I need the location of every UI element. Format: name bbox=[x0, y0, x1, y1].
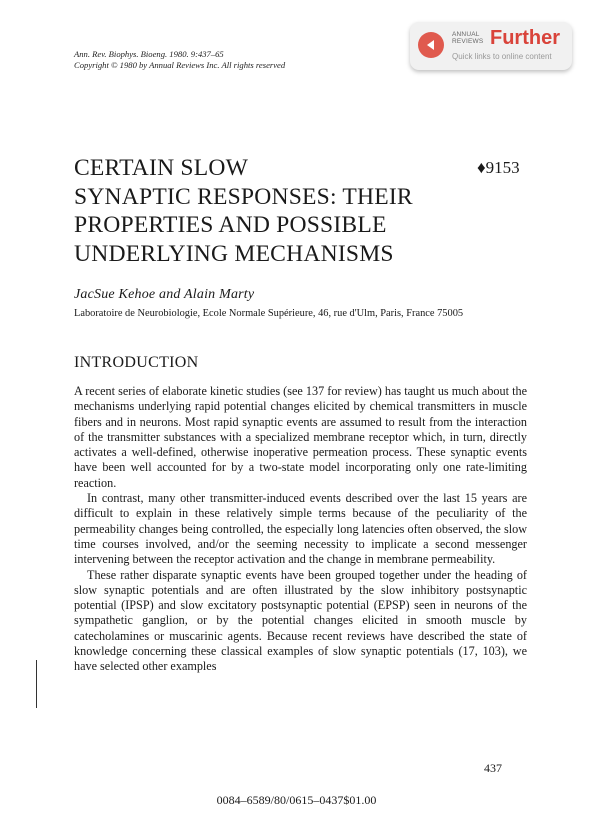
section-body bbox=[74, 384, 527, 675]
title-line: PROPERTIES AND POSSIBLE bbox=[74, 212, 387, 238]
citation-line: Ann. Rev. Biophys. Bioeng. 1980. 9:437–65 bbox=[74, 49, 224, 59]
badge-further-label: Further bbox=[490, 27, 560, 49]
article-code: ♦9153 bbox=[477, 158, 520, 177]
article-authors: JacSue Kehoe and Alain Marty bbox=[74, 287, 255, 302]
article-title bbox=[74, 154, 444, 268]
paragraph: These rather disparate synaptic events have been grouped together under the heading of slow synaptic potentials and are often illustrated by the slow inhibitory postsynaptic potential (IPSP) and slow excitatory postsynaptic potential (EPSP) seen in neurons of the sympathetic ganglion, or by the potential changes elicited in smooth muscle by catecholamines or muscarinic agents. Because recent reviews have described the state of knowledge concerning these classical examples of slow synaptic potentials (17, 103), we have selected other examples bbox=[74, 567, 527, 674]
title-line: SYNAPTIC RESPONSES: THEIR bbox=[74, 183, 413, 210]
paragraph: In contrast, many other transmitter-induced events described over the last 15 years are difficult to explain in these relatively simple terms because of the peculiarity of the permeability changes being controlled, the especially long latencies often observed, the slow time courses involved, and/or the seeming necessity to implicate a second messenger intervening between the receptor activation and the change in membrane permeability. bbox=[74, 491, 527, 567]
margin-mark bbox=[36, 660, 37, 708]
badge-brand bbox=[452, 31, 483, 45]
annual-reviews-further-badge[interactable] bbox=[410, 22, 572, 70]
copyright-line: Copyright © 1980 by Annual Reviews Inc. All rights reserved bbox=[74, 60, 286, 70]
page-number: 437 bbox=[484, 761, 502, 775]
badge-reviews-label: REVIEWS bbox=[452, 38, 484, 45]
footer-code: 0084–6589/80/0615–0437$01.00 bbox=[216, 793, 377, 807]
badge-annual-label: ANNUAL bbox=[452, 31, 480, 38]
badge-subtitle: Quick links to online content bbox=[452, 52, 552, 61]
arrow-left-icon bbox=[418, 32, 444, 58]
journal-citation bbox=[74, 49, 285, 71]
title-line: UNDERLYING MECHANISMS bbox=[74, 240, 394, 267]
section-heading: INTRODUCTION bbox=[74, 354, 199, 371]
paragraph: A recent series of elaborate kinetic studies (see 137 for review) has taught us much about the mechanisms underlying rapid potential changes elicited by chemical transmitters in muscle fibers and in neurons. Most rapid synaptic events are assumed to result from the interaction of the transmitter substances with a specialized membrane receptor which, in turn, directly activates a well-defined, otherwise inoperative permeation process. These synaptic events have been well accounted for by a two-state model incorporating only one rate-limiting reaction. bbox=[74, 384, 527, 490]
author-affiliation: Laboratoire de Neurobiologie, Ecole Normale Supérieure, 46, rue d'Ulm, Paris, France 75005 bbox=[74, 308, 464, 319]
title-line: CERTAIN SLOW bbox=[74, 155, 249, 181]
